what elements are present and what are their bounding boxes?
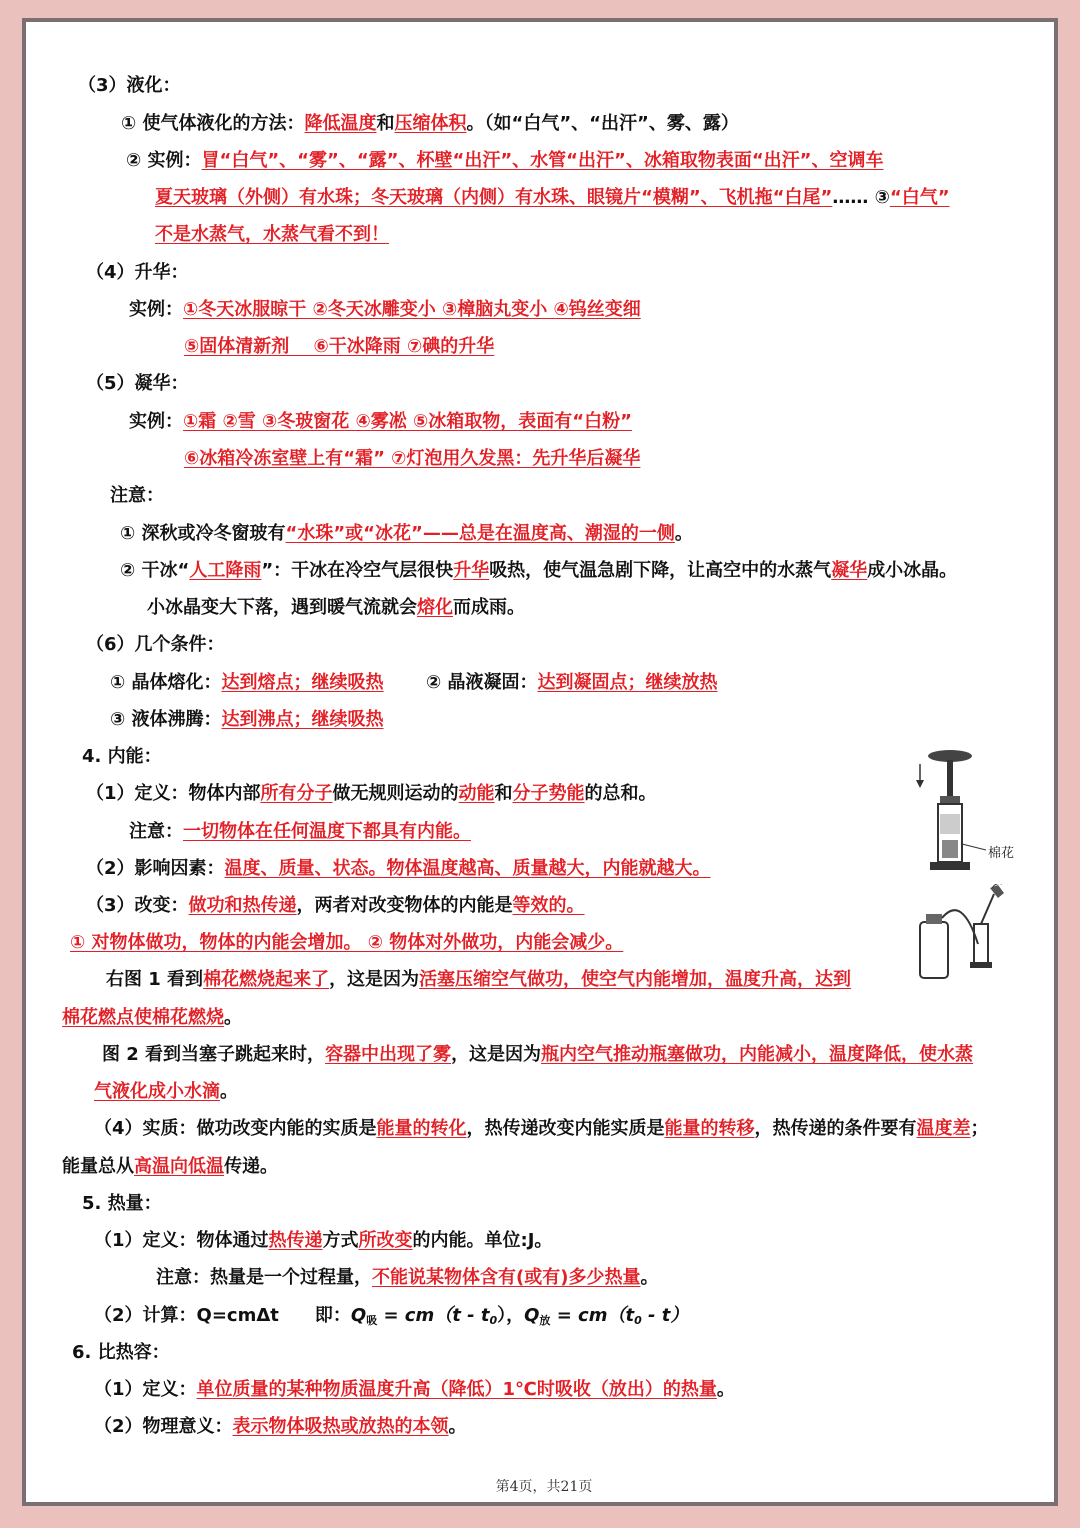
liquefaction-examples-line1: ② 实例：冒“白气”、“雾”、“露”、杯壁“出汗”、水管“出汗”、冰箱取物表面“出汗”、空调车 [126,150,884,171]
heading-specific-heat: 6. 比热容： [72,1342,170,1363]
deposition-examples-line2: ⑥冰箱冷冻室壁上有“霜” ⑦灯泡用久发黑：先升华后凝华 [184,448,641,469]
bottle-pump-figure [914,884,1026,984]
internal-energy-note: 注意：一切物体在任何温度下都具有内能。 [129,821,471,842]
sublimation-examples-line2: ⑤固体清新剂 ⑥干冰降雨 ⑦碘的升华 [184,336,495,357]
deposition-examples-line1: 实例：①霜 ②雪 ③冬玻窗花 ④雾凇 ⑤冰箱取物，表面有“白粉” [129,411,632,432]
sublimation-examples-line1: 实例：①冬天冰服晾干 ②冬天冰雕变小 ③樟脑丸变小 ④钨丝变细 [129,299,641,320]
section-deposition-title: （5）凝华： [86,373,189,394]
liquefaction-examples-line2: 夏天玻璃（外侧）有水珠；冬天玻璃（内侧）有水珠、眼镜片“模糊”、飞机拖“白尾”…… ③“白气” [155,187,950,208]
note-item-1: ① 深秋或冷冬窗玻有“水珠”或“冰花”——总是在温度高、潮湿的一侧。 [120,523,693,544]
internal-energy-change: （3）改变：做功和热传递，两者对改变物体的内能是等效的。 [86,895,585,916]
figure-label-cotton: 棉花 [988,846,1015,861]
internal-energy-factors: （2）影响因素：温度、质量、状态。物体温度越高、质量越大，内能就越大。 [86,858,711,879]
heat-definition: （1）定义：物体通过热传递方式所改变的内能。单位:J。 [94,1230,553,1251]
heading-heat: 5. 热量： [82,1193,162,1214]
work-effects: ① 对物体做功，物体的内能会增加。 ② 物体对外做功，内能会减少。 [70,932,624,953]
condition-solidifying: ② 晶液凝固：达到凝固点；继续放热 [426,672,718,693]
figure2-explanation-line1: 图 2 看到当塞子跳起来时，容器中出现了雾，这是因为瓶内空气推动瓶塞做功，内能减小，温度降低，使水蒸 [102,1044,974,1065]
internal-energy-definition: （1）定义：物体内部所有分子做无规则运动的动能和分子势能的总和。 [86,783,657,804]
figure1-explanation-line2: 棉花燃点使棉花燃烧。 [62,1007,242,1028]
internal-energy-essence-cont: 能量总从高温向低温传递。 [62,1156,278,1177]
heat-note: 注意：热量是一个过程量，不能说某物体含有(或有)多少热量。 [156,1267,659,1288]
figure1-explanation-line1: 右图 1 看到棉花燃烧起来了，这是因为活塞压缩空气做功，使空气内能增加，温度升高，达到 [106,969,852,990]
liquefaction-methods: ① 使气体液化的方法：降低温度和压缩体积。（如“白气”、“出汗”、雾、露） [121,113,739,134]
note-item-2: ② 干冰“人工降雨”：干冰在冷空气层很快升华吸热，使气温急剧下降，让高空中的水蒸气凝华成小冰晶。 [120,560,958,581]
heading-internal-energy: 4. 内能： [82,746,162,767]
condition-melting: ① 晶体熔化：达到熔点；继续吸热 [110,672,384,693]
heat-formula: （2）计算：Q=cmΔt 即：$Q_吸 = cm(t - t_0)$，$Q_放 = cm(t_0 - t)$ [94,1305,689,1327]
internal-energy-essence: （4）实质：做功改变内能的实质是能量的转化，热传递改变内能实质是能量的转移，热传递的条件要有温度差； [94,1118,989,1139]
specific-heat-definition: （1）定义：单位质量的某种物质温度升高（降低）1℃时吸收（放出）的热量。 [94,1379,735,1400]
liquefaction-examples-line3: 不是水蒸气，水蒸气看不到！ [155,224,389,245]
section-liquefaction-title: （3）液化： [78,75,181,96]
specific-heat-meaning: （2）物理意义：表示物体吸热或放热的本领。 [94,1416,467,1437]
section-sublimation-title: （4）升华： [86,262,189,283]
condition-boiling: ③ 液体沸腾：达到沸点；继续吸热 [110,709,384,730]
document-page [22,18,1058,1506]
section-conditions-title: （6）几个条件： [86,634,225,655]
note-item-2-cont: 小冰晶变大下落，遇到暖气流就会熔化而成雨。 [147,597,525,618]
figure2-explanation-line2: 气液化成小水滴。 [94,1081,238,1102]
page-footer: 第4页，共21页 [495,1479,593,1495]
note-title: 注意： [110,485,164,506]
